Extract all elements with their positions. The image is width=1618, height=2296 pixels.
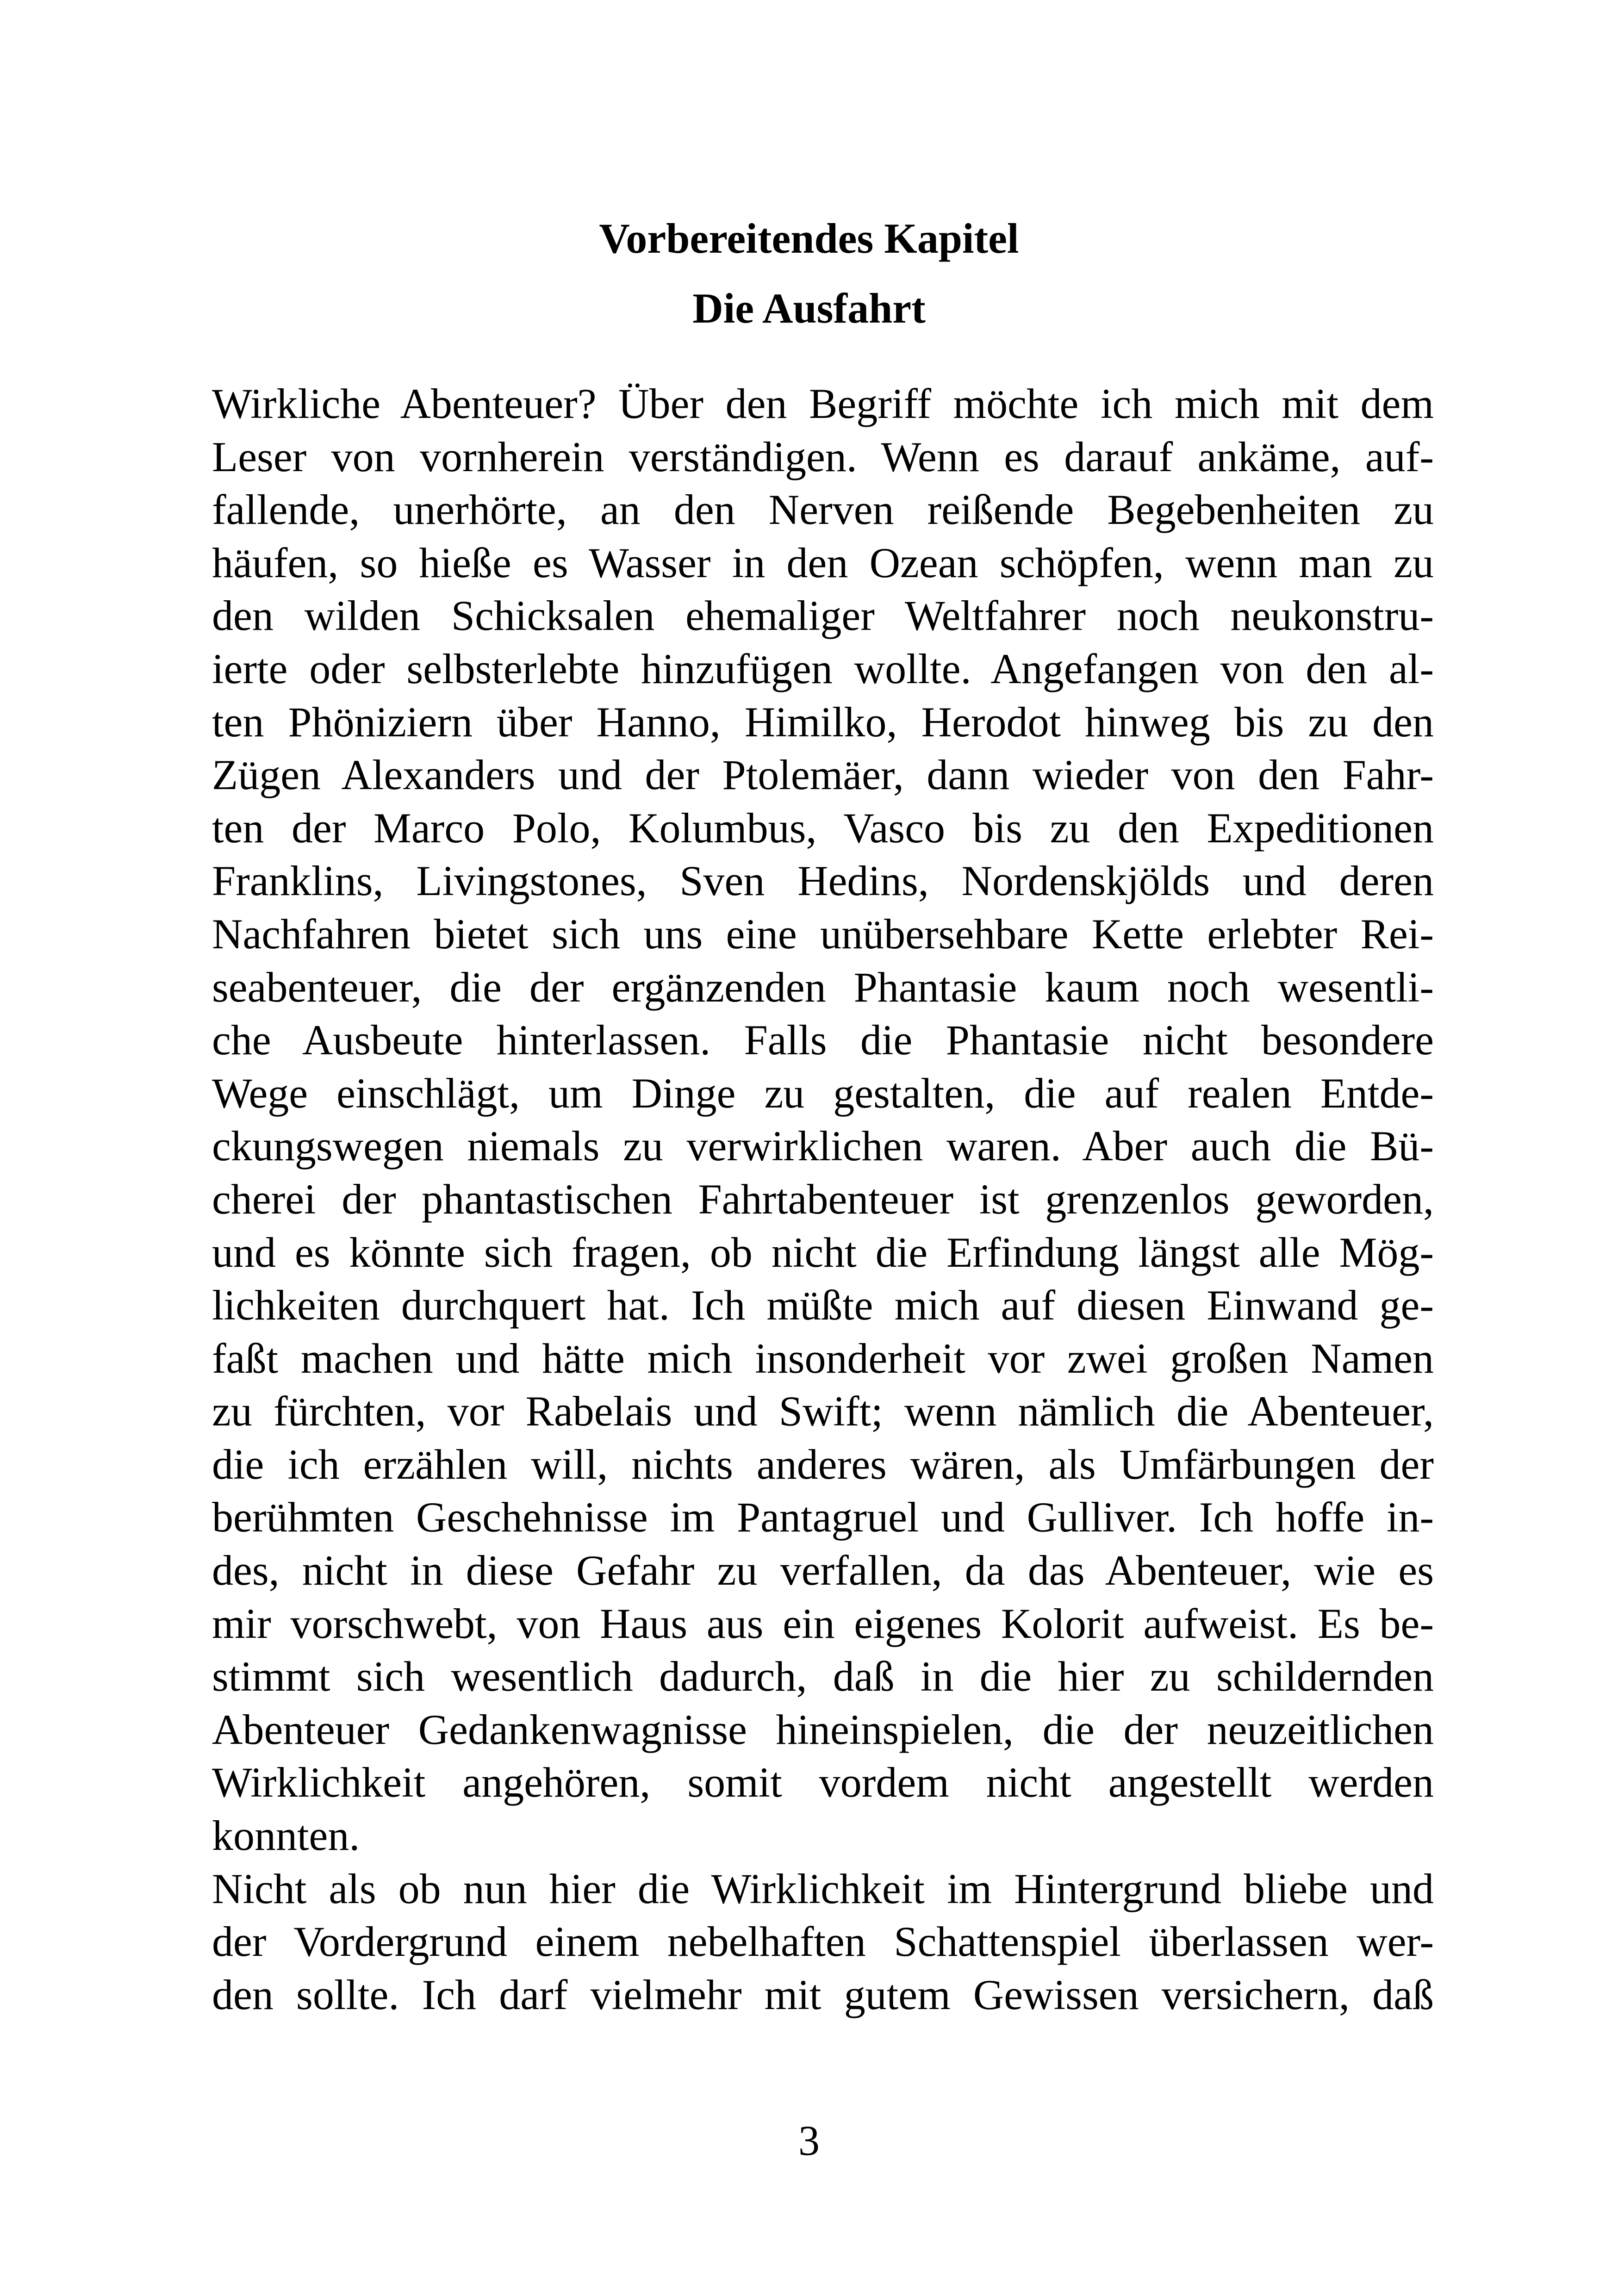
text-line: und es könnte sich fragen, ob nicht die Erfindung längst alle Mög- bbox=[212, 1228, 1434, 1276]
text-line: Nicht als ob nun hier die Wirklichkeit im Hintergrund bliebe und bbox=[212, 1865, 1434, 1912]
text-line: Wege einschlägt, um Dinge zu gestalten, die auf realen Entde- bbox=[212, 1069, 1434, 1117]
body-text bbox=[212, 377, 1434, 2021]
text-line: mir vorschwebt, von Haus aus ein eigenes Kolorit aufweist. Es be- bbox=[212, 1599, 1434, 1647]
paragraph bbox=[212, 377, 1434, 1862]
text-line: des, nicht in diese Gefahr zu verfallen, da das Abenteuer, wie es bbox=[212, 1547, 1434, 1594]
text-line: den wilden Schicksalen ehemaliger Weltfahrer noch neukonstru- bbox=[212, 592, 1434, 640]
text-line: che Ausbeute hinterlassen. Falls die Phantasie nicht besondere bbox=[212, 1016, 1434, 1064]
text-line: Wirkliche Abenteuer? Über den Begriff möchte ich mich mit dem bbox=[212, 380, 1434, 427]
text-line: seabenteuer, die der ergänzenden Phantasie kaum noch wesentli- bbox=[212, 963, 1434, 1011]
text-line: Leser von vornherein verständigen. Wenn es darauf ankäme, auf- bbox=[212, 433, 1434, 480]
text-line: Wirklichkeit angehören, somit vordem nicht angestellt werden bbox=[212, 1759, 1434, 1806]
text-line: der Vordergrund einem nebelhaften Schattenspiel überlassen wer- bbox=[212, 1918, 1434, 1966]
text-line: ten der Marco Polo, Kolumbus, Vasco bis zu den Expeditionen bbox=[212, 804, 1434, 852]
text-line: Zügen Alexanders und der Ptolemäer, dann wieder von den Fahr- bbox=[212, 751, 1434, 799]
chapter-title: Vorbereitendes Kapitel bbox=[599, 215, 1019, 262]
text-line: zu fürchten, vor Rabelais und Swift; wenn nämlich die Abenteuer, bbox=[212, 1388, 1434, 1435]
text-line: stimmt sich wesentlich dadurch, daß in die hier zu schildernden bbox=[212, 1653, 1434, 1700]
paragraph bbox=[212, 1862, 1434, 2022]
text-line: berühmten Geschehnisse im Pantagruel und Gulliver. Ich hoffe in- bbox=[212, 1493, 1434, 1541]
chapter-subtitle: Die Ausfahrt bbox=[692, 285, 926, 332]
text-line: häufen, so hieße es Wasser in den Ozean schöpfen, wenn man zu bbox=[212, 539, 1434, 586]
chapter-heading bbox=[0, 204, 1618, 343]
text-line: die ich erzählen will, nichts anderes wären, als Umfärbungen der bbox=[212, 1440, 1434, 1488]
text-line: ckungswegen niemals zu verwirklichen waren. Aber auch die Bü- bbox=[212, 1122, 1434, 1170]
page-number: 3 bbox=[798, 2117, 820, 2164]
text-line: Nachfahren bietet sich uns eine unübersehbare Kette erlebter Rei- bbox=[212, 910, 1434, 958]
text-line: cherei der phantastischen Fahrtabenteuer ist grenzenlos geworden, bbox=[212, 1175, 1434, 1223]
text-line: fallende, unerhörte, an den Nerven reißende Begebenheiten zu bbox=[212, 486, 1434, 534]
text-line: ierte oder selbsterlebte hinzufügen wollte. Angefangen von den al- bbox=[212, 645, 1434, 692]
text-line: den sollte. Ich darf vielmehr mit gutem Gewissen versichern, daß bbox=[212, 1971, 1434, 2018]
text-line: faßt machen und hätte mich insonderheit vor zwei großen Namen bbox=[212, 1334, 1434, 1382]
text-line: lichkeiten durchquert hat. Ich müßte mich auf diesen Einwand ge- bbox=[212, 1282, 1434, 1329]
text-line: Abenteuer Gedankenwagnisse hineinspielen, die der neuzeitlichen bbox=[212, 1705, 1434, 1753]
text-line: Franklins, Livingstones, Sven Hedins, Nordenskjölds und deren bbox=[212, 857, 1434, 905]
text-line: konnten. bbox=[212, 1812, 360, 1860]
text-line: ten Phöniziern über Hanno, Himilko, Herodot hinweg bis zu den bbox=[212, 698, 1434, 746]
